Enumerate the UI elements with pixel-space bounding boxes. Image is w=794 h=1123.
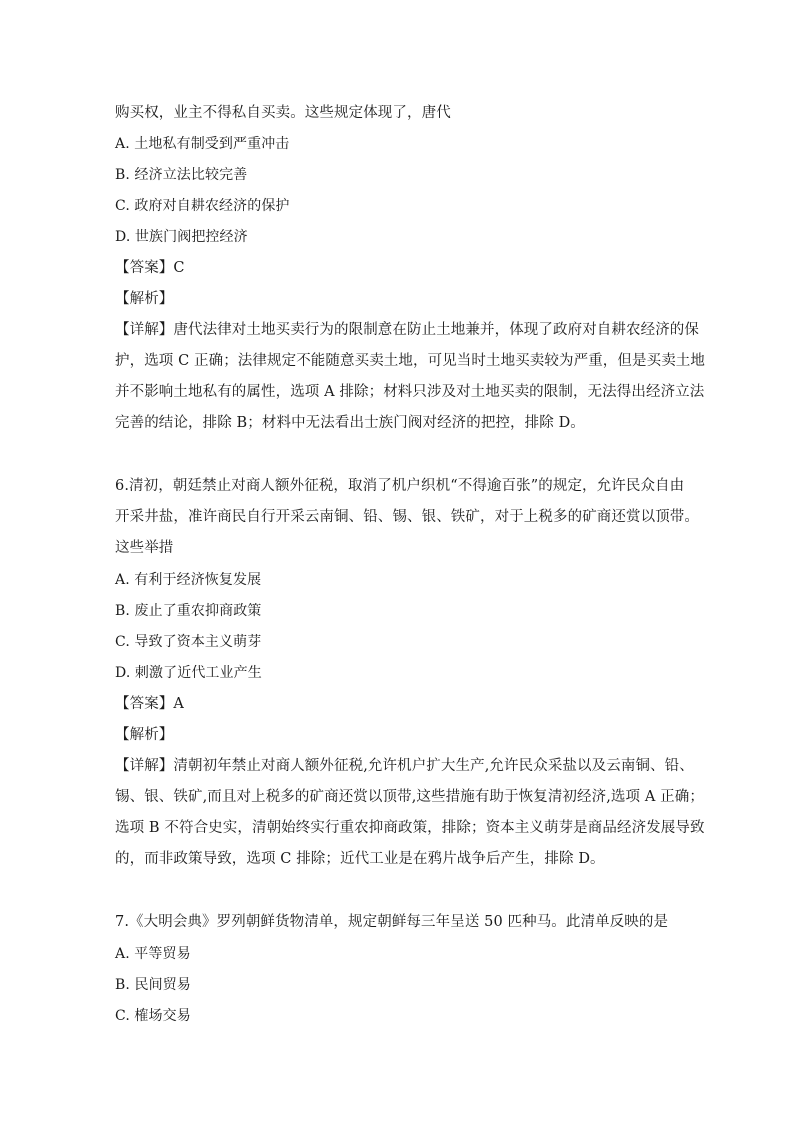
q6-stem-line-1: 6.清初，朝廷禁止对商人额外征税，取消了机户织机“不得逾百张”的规定，允许民众自由 <box>115 478 685 494</box>
q5-analysis-label: 【解析】 <box>115 291 174 307</box>
q6-option-c: C. 导致了资本主义萌芽 <box>115 634 262 650</box>
q6-detail-line-4: 的，而非政策导致，选项 C 排除；近代工业是在鸦片战争后产生，排除 D。 <box>115 851 605 867</box>
q6-detail-line-3: 选项 B 不符合史实，清朝始终实行重农抑商政策，排除；资本主义萌芽是商品经济发展导致 <box>115 820 705 836</box>
q5-option-b: B. 经济立法比较完善 <box>115 167 248 183</box>
q6-option-b: B. 废止了重农抑商政策 <box>115 603 262 619</box>
q5-answer: 【答案】C <box>115 260 185 276</box>
q7-option-b: B. 民间贸易 <box>115 977 191 993</box>
q5-detail-line-1: 【详解】唐代法律对土地买卖行为的限制意在防止土地兼并，体现了政府对自耕农经济的保 <box>115 322 699 338</box>
q5-option-c: C. 政府对自耕农经济的保护 <box>115 198 290 214</box>
q5-detail-line-4: 完善的结论，排除 B；材料中无法看出士族门阀对经济的把控，排除 D。 <box>115 415 585 431</box>
q5-stem-tail: 购买权，业主不得私自买卖。这些规定体现了，唐代 <box>115 105 451 121</box>
q6-detail-line-2: 锡、银、铁矿,而且对上税多的矿商还赏以顶带,这些措施有助于恢复清初经济,选项 A 正确； <box>115 789 704 805</box>
q5-detail-line-3: 并不影响土地私有的属性，选项 A 排除；材料只涉及对土地买卖的限制，无法得出经济立法 <box>115 384 705 400</box>
q7-stem-line-1: 7.《大明会典》罗列朝鲜货物清单，规定朝鲜每三年呈送 50 匹种马。此清单反映的是 <box>115 914 669 930</box>
q6-answer: 【答案】A <box>115 696 184 712</box>
q5-detail-line-2: 护，选项 C 正确；法律规定不能随意买卖土地，可见当时土地买卖较为严重，但是买卖土地 <box>115 353 706 369</box>
q6-stem-line-3: 这些举措 <box>115 540 174 556</box>
q6-detail-line-1: 【详解】清朝初年禁止对商人额外征税,允许机户扩大生产,允许民众采盐以及云南铜、铅、 <box>115 758 694 774</box>
q6-option-a: A. 有利于经济恢复发展 <box>115 572 262 588</box>
q5-option-a: A. 土地私有制受到严重冲击 <box>115 136 290 152</box>
q6-stem-line-2: 开采井盐，准许商民自行开采云南铜、铅、锡、银、铁矿，对于上税多的矿商还赏以顶带。 <box>115 509 699 525</box>
q5-option-d: D. 世族门阀把控经济 <box>115 229 248 245</box>
q7-option-a: A. 平等贸易 <box>115 946 191 962</box>
q7-option-c: C. 榷场交易 <box>115 1008 191 1024</box>
q6-option-d: D. 刺激了近代工业产生 <box>115 665 262 681</box>
q6-analysis-label: 【解析】 <box>115 727 174 743</box>
